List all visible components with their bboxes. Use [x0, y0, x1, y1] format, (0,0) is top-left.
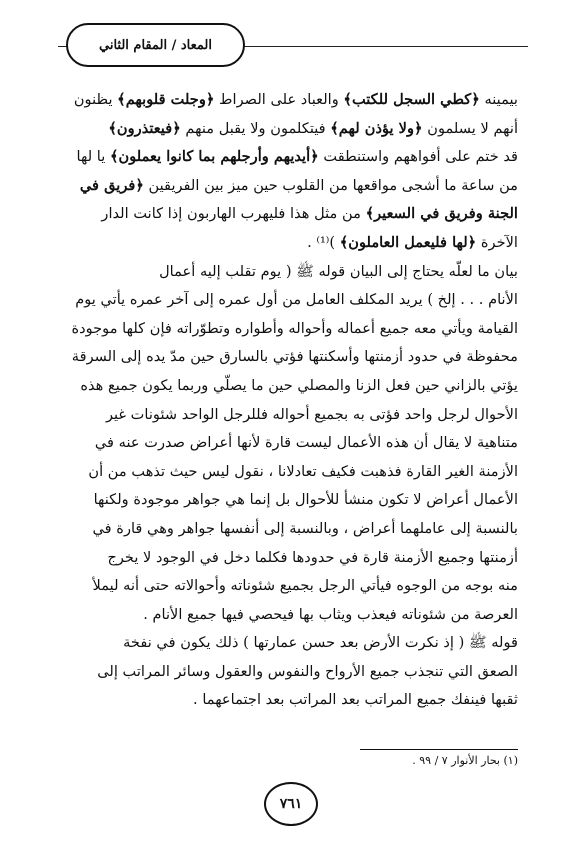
- text-segment: الأحوال لرجل واحد فؤتى به بجميع أحواله فللرجل الواحد شئونات غير: [105, 405, 518, 423]
- page-number-badge: [264, 782, 318, 826]
- text-segment: محفوظة في حدود أزمنتها وأسكنتها فؤتي بالسارق حين مدّ يده إلى السرقة: [71, 348, 518, 366]
- text-segment: يا لها: [76, 148, 110, 166]
- text-segment: بالنسبة إلى عاملهما أعراض ، وبالنسبة إلى أنفسها جواهر وهي قارة في: [92, 519, 518, 537]
- text-line: [66, 686, 518, 715]
- footnote-rule: [360, 749, 518, 750]
- quran-quote: ﴿فريق في: [79, 176, 144, 194]
- text-line: [66, 458, 518, 487]
- text-line: [66, 286, 518, 315]
- text-segment: يؤتي بالزاني حين فعل الزنا والمصلي حين ما يصلّي وربما يكون جميع هذه: [80, 376, 518, 394]
- text-segment: أنهم لا يسلمون: [422, 119, 518, 137]
- text-segment: متناهية لا يقال أن هذه الأعمال ليست قارة لأنها أعراض صدرت عنه في: [94, 434, 518, 452]
- text-line: [66, 143, 518, 172]
- text-line: [66, 572, 518, 601]
- text-segment: والعباد على الصراط: [214, 91, 344, 108]
- text-line: [66, 86, 518, 115]
- text-line: [66, 658, 518, 687]
- text-segment: فيتكلمون ولا يقبل منهم: [180, 119, 331, 137]
- text-segment: الآخرة: [476, 233, 518, 251]
- text-line: [66, 315, 518, 344]
- text-line: [66, 544, 518, 573]
- text-line: [66, 372, 518, 401]
- text-segment: )⁽¹⁾ .: [307, 233, 340, 251]
- text-segment: قد ختم على أفواههم واستنطقت: [318, 148, 518, 166]
- text-segment: الأعمال أعراض لا تكون منشأ للأحوال بل إنما هي جواهر موجودة ولكنها: [93, 491, 518, 509]
- text-line: [66, 429, 518, 458]
- quran-quote: ﴿ولا يؤذن لهم﴾: [330, 119, 423, 137]
- text-segment: العرصة من شئوناته فيعذب ويثاب بها فيحصي فيها جميع الأنام .: [143, 605, 518, 623]
- text-line: [66, 200, 518, 229]
- quran-quote: ﴿لها فليعمل العاملون﴾: [339, 233, 477, 251]
- running-header-title: المعاد / المقام الثاني: [98, 37, 213, 53]
- quran-quote: ﴿فيعتذرون﴾: [108, 119, 181, 137]
- text-line: [66, 486, 518, 515]
- text-segment: منه بوجه من الوجوه فيأتي الرجل بجميع شئوناته وأحوالاته حتى أنه ليملأ: [92, 577, 518, 595]
- text-segment: بيمينه: [479, 91, 518, 108]
- text-segment: الأزمنة الغير القارة فذهبت فكيف تعادلانا ، نقول ليس حيث تذهب من أن: [88, 462, 518, 480]
- body-text: [66, 86, 518, 715]
- text-segment: ثقبها فينفك جميع المراتب بعد المراتب بعد اجتماعهما .: [193, 691, 518, 709]
- quran-quote: الجنة وفريق في السعير﴾: [365, 205, 518, 223]
- quran-quote: ﴿وجلت قلوبهم﴾: [117, 91, 215, 108]
- text-line: [66, 601, 518, 630]
- text-line: [66, 115, 518, 144]
- text-line: [66, 229, 518, 258]
- text-segment: يظنون: [73, 91, 118, 108]
- text-segment: القيامة ويأتي معه جميع أعماله وأحواله وأطواره وتطوّراته فإن كلها موجودة: [71, 319, 518, 337]
- text-segment: بيان ما لعلّه يحتاج إلى البيان قوله ﷺ ( يوم تقلب إليه أعمال: [159, 262, 518, 280]
- running-header: [66, 23, 245, 67]
- text-segment: الصعق التي تنجذب جميع الأرواح والنفوس والعقول وسائر المراتب إلى: [97, 662, 518, 680]
- quran-quote: ﴿أيديهم وأرجلهم بما كانوا يعملون﴾: [109, 148, 319, 166]
- footnote: (١) بحار الأنوار ٧ / ٩٩ .: [412, 754, 518, 767]
- text-segment: قوله ﷺ ( إذ نكرت الأرض بعد حسن عمارتها ) ذلك يكون في نفخة: [123, 634, 518, 652]
- text-segment: من مثل هذا فليهرب الهاربون إذا كانت الدار: [101, 205, 366, 223]
- quran-quote: ﴿كطي السجل للكتب﴾: [343, 91, 480, 108]
- text-segment: من ساعة ما أشجى مواقعها من القلوب حين ميز بين الفريقين: [143, 176, 518, 194]
- text-line: [66, 258, 518, 287]
- text-line: [66, 515, 518, 544]
- text-segment: الأنام . . . إلخ ) يريد المكلف العامل من أول عمره إلى آخر عمره يأتي يوم: [75, 291, 518, 309]
- text-line: [66, 343, 518, 372]
- text-line: [66, 629, 518, 658]
- text-line: [66, 401, 518, 430]
- text-line: [66, 172, 518, 201]
- page-number: ٧٦١: [279, 796, 303, 812]
- text-segment: أزمنتها وجميع الأزمنة قارة في حدودها فكلما دخل في الوجود لا يخرج: [107, 548, 518, 566]
